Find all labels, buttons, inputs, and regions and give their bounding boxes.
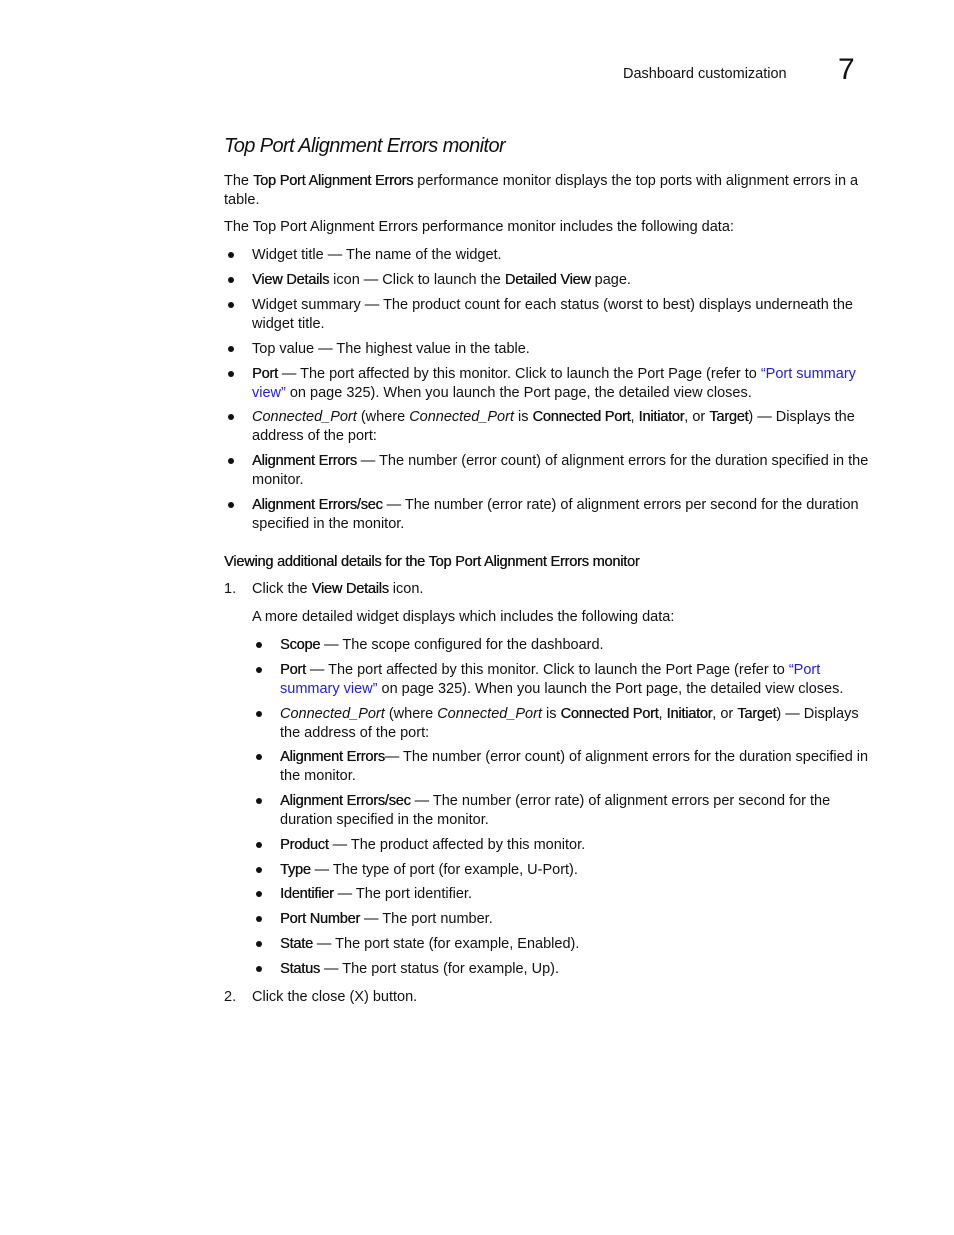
- bullet-dot: [256, 867, 262, 873]
- bold-term: Port: [280, 662, 306, 678]
- bold-term: Connected Port: [560, 706, 659, 722]
- bold-term: Type: [280, 862, 311, 878]
- text-run: ,: [658, 706, 667, 722]
- detail-connected-port: [280, 705, 874, 743]
- text-run: — The port affected by this monitor. Click to launch the Port Page (refer to: [305, 662, 789, 678]
- bullet-dot: [228, 302, 234, 308]
- text-run: performance monitor displays the top ports with alignment errors in a table.: [224, 173, 859, 208]
- bullet-port: [252, 365, 874, 403]
- text-run: The: [224, 173, 254, 189]
- detail-alignment-errors-sec: [280, 792, 874, 830]
- bold-term: Initiator: [638, 409, 685, 425]
- bold-term: Identifier: [280, 886, 334, 902]
- text-run: — The port identifier.: [333, 886, 472, 902]
- text-run: ) — Displays the address of the port:: [280, 706, 859, 741]
- bullet-view-details: [252, 271, 874, 290]
- bold-term: State: [280, 936, 313, 952]
- bullet-dot: [256, 966, 262, 972]
- bullet-dot: [228, 277, 234, 283]
- bullet-dot: [256, 754, 262, 760]
- text-run: — The scope configured for the dashboard.: [320, 637, 604, 653]
- header-chapter-number: 7: [838, 53, 855, 86]
- text-run: — The port state (for example, Enabled).: [312, 936, 580, 952]
- italic-term: Connected_Port: [252, 409, 357, 425]
- italic-term: Connected_Port: [280, 706, 385, 722]
- text-run: icon.: [388, 581, 424, 597]
- port-summary-view-link[interactable]: “Port summary view”: [280, 662, 821, 697]
- bold-term: Alignment Errors/sec: [280, 793, 411, 809]
- text-run: — The port status (for example, Up).: [319, 961, 559, 977]
- text-run: on page 325). When you launch the Port page, the detailed view closes.: [377, 681, 844, 697]
- text-run: — The number (error count) of alignment errors for the duration specified in the monitor.: [252, 453, 869, 488]
- bold-term: Target: [737, 706, 777, 722]
- header-chapter-title: Dashboard customization: [623, 66, 787, 82]
- bold-term: Initiator: [666, 706, 713, 722]
- italic-term: Connected_Port: [437, 706, 542, 722]
- text-run: — The product affected by this monitor.: [328, 837, 586, 853]
- bold-term: View Details: [252, 272, 330, 288]
- bullet-widget-summary: Widget summary — The product count for each status (worst to best) displays underneath the widget title.: [252, 297, 853, 332]
- text-run: (where: [384, 706, 438, 722]
- intro-list-lead: The Top Port Alignment Errors performance monitor includes the following data:: [224, 219, 734, 235]
- bold-term: Scope: [280, 637, 321, 653]
- step-number: 2.: [224, 989, 237, 1005]
- bullet-dot: [228, 458, 234, 464]
- detail-type: [280, 861, 874, 880]
- bold-term: Port: [252, 366, 278, 382]
- bullet-dot: [256, 798, 262, 804]
- bold-term: Target: [709, 409, 749, 425]
- detail-product: [280, 836, 874, 855]
- detail-scope: [280, 636, 874, 655]
- detail-state: [280, 935, 874, 954]
- text-run: is: [541, 706, 561, 722]
- section-heading: Top Port Alignment Errors monitor: [224, 135, 506, 157]
- subsection-heading: Viewing additional details for the Top Port Alignment Errors monitor: [224, 554, 640, 570]
- bold-term: Alignment Errors: [252, 453, 357, 469]
- port-summary-view-link[interactable]: “Port summary view”: [252, 366, 856, 401]
- bullet-dot: [256, 642, 262, 648]
- bullet-alignment-errors-sec: [252, 496, 874, 534]
- bullet-dot: [228, 502, 234, 508]
- bullet-dot: [256, 891, 262, 897]
- text-run: Click the: [252, 581, 312, 597]
- step-1-text: [252, 580, 874, 599]
- detail-port-number: [280, 910, 874, 929]
- bullet-dot: [256, 842, 262, 848]
- bold-term: Port Number: [280, 911, 360, 927]
- text-run: — The type of port (for example, U-Port).: [310, 862, 578, 878]
- text-run: icon — Click to launch the: [329, 272, 505, 288]
- bold-term: Product: [280, 837, 329, 853]
- bold-term: Status: [280, 961, 320, 977]
- text-run: page.: [590, 272, 631, 288]
- bold-term: View Details: [311, 581, 389, 597]
- step-1-note: A more detailed widget displays which includes the following data:: [252, 609, 675, 625]
- bullet-dot: [256, 711, 262, 717]
- bold-term: Detailed View: [504, 272, 591, 288]
- bold-term: Top Port Alignment Errors: [253, 173, 414, 189]
- text-run: — The port affected by this monitor. Click to launch the Port Page (refer to: [277, 366, 761, 382]
- detail-alignment-errors: [280, 748, 874, 786]
- text-run: — The number (error count) of alignment errors for the duration specified in the monitor.: [280, 749, 869, 784]
- detail-port: [280, 661, 874, 699]
- bullet-alignment-errors: [252, 452, 874, 490]
- bullet-dot: [256, 667, 262, 673]
- text-run: (where: [356, 409, 410, 425]
- step-2-text: Click the close (X) button.: [252, 989, 418, 1005]
- text-run: — The number (error rate) of alignment errors per second for the duration specified in the monitor.: [252, 497, 859, 532]
- text-run: is: [513, 409, 533, 425]
- bold-term: Connected Port: [532, 409, 631, 425]
- bullet-dot: [228, 414, 234, 420]
- bullet-connected-port: [252, 408, 874, 446]
- bullet-dot: [228, 346, 234, 352]
- text-run: , or: [684, 409, 710, 425]
- bullet-dot: [256, 916, 262, 922]
- bullet-dot: [228, 252, 234, 258]
- text-run: on page 325). When you launch the Port page, the detailed view closes.: [285, 385, 752, 401]
- italic-term: Connected_Port: [409, 409, 514, 425]
- text-run: ,: [630, 409, 639, 425]
- text-run: — The number (error rate) of alignment errors per second for the duration specified in the monitor.: [280, 793, 831, 828]
- bold-term: Alignment Errors/sec: [252, 497, 383, 513]
- step-number: 1.: [224, 581, 237, 597]
- detail-status: [280, 960, 874, 979]
- text-run: ) — Displays the address of the port:: [252, 409, 855, 444]
- detail-identifier: [280, 885, 874, 904]
- text-run: — The port number.: [360, 911, 493, 927]
- intro-paragraph: [224, 172, 874, 210]
- bullet-widget-title: Widget title — The name of the widget.: [252, 247, 502, 263]
- bullet-dot: [228, 371, 234, 377]
- bullet-top-value: Top value — The highest value in the table.: [252, 341, 530, 357]
- bullet-dot: [256, 941, 262, 947]
- text-run: , or: [712, 706, 738, 722]
- bold-term: Alignment Errors: [280, 749, 385, 765]
